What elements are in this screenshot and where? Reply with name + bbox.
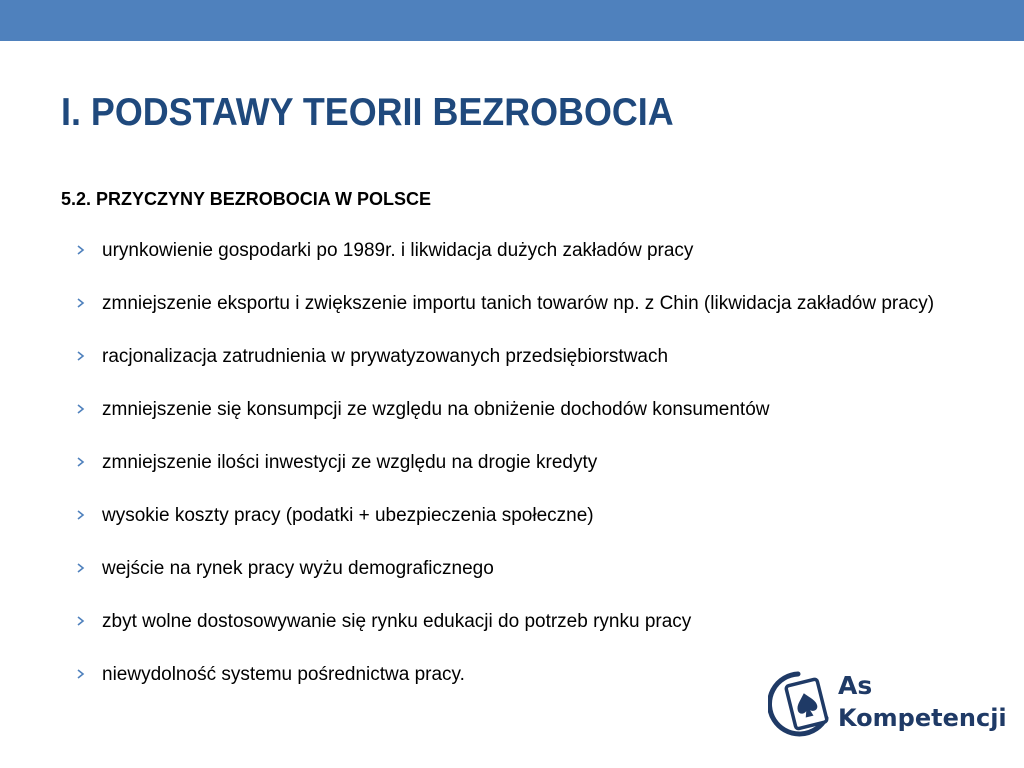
bullet-item [76,449,956,476]
arrow-bullet-icon [76,563,86,573]
bullet-item [76,502,956,529]
bullet-text: zmniejszenie eksportu i zwiększenie importu tanich towarów np. z Chin (likwidacja zakładów pracy) [102,293,935,314]
bullet-text: niewydolność systemu pośrednictwa pracy. [102,664,465,685]
bullet-text: wysokie koszty pracy (podatki + ubezpieczenia społeczne) [102,505,594,526]
arrow-bullet-icon [76,669,86,679]
bullet-list [76,237,956,714]
as-kompetencji-logo[interactable] [768,668,1007,746]
bullet-text: wejście na rynek pracy wyżu demograficznego [102,558,494,579]
arrow-bullet-icon [76,245,86,255]
bullet-item [76,343,956,370]
bullet-text: zbyt wolne dostosowywanie się rynku edukacji do potrzeb rynku pracy [102,611,692,632]
bullet-text: racjonalizacja zatrudnienia w prywatyzowanych przedsiębiorstwach [102,346,669,367]
bullet-item [76,290,956,317]
arrow-bullet-icon [76,351,86,361]
top-accent-bar [0,0,1024,41]
slide-title: I. PODSTAWY TEORII BEZROBOCIA [61,91,674,134]
bullet-item [76,608,956,635]
slide-subtitle: 5.2. PRZYCZYNY BEZROBOCIA W POLSCE [61,189,432,209]
spade-card-icon [768,668,832,742]
bullet-item [76,555,956,582]
arrow-bullet-icon [76,510,86,520]
bullet-item [76,237,956,264]
bullet-text: urynkowienie gospodarki po 1989r. i likwidacja dużych zakładów pracy [102,240,694,261]
logo-text-as: As [838,671,873,700]
logo-text-kompetencji: Kompetencji [838,704,1007,732]
arrow-bullet-icon [76,404,86,414]
arrow-bullet-icon [76,616,86,626]
arrow-bullet-icon [76,457,86,467]
bullet-text: zmniejszenie ilości inwestycji ze względu na drogie kredyty [102,452,598,473]
bullet-item [76,396,956,423]
arrow-bullet-icon [76,298,86,308]
bullet-text: zmniejszenie się konsumpcji ze względu na obniżenie dochodów konsumentów [102,399,770,420]
